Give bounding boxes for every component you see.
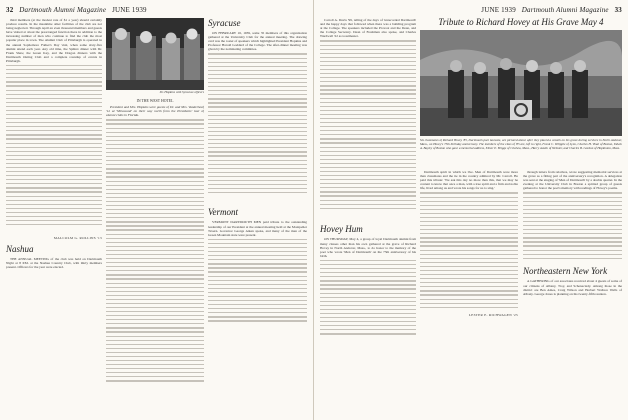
right-col3-text: through letters from relatives, wrote suggesting memorial services at the grave as a fitting part of the anniversary's recognition. A delegation was sent at the singing of 'Men of Dartmouth' by a double quartet. In the evening at the University Club in Boston a spirited group of guests gathered to honor the poet's memory with readings of Hovey's poems. (523, 170, 622, 191)
text-lines-1 (6, 65, 102, 235)
left-column-2 (106, 99, 204, 416)
hotel-heading: IN THE WEST HOTEL (136, 99, 174, 103)
right-col1-text: Carroll A. Davis '99, telling of the days of 'unrecorded Dartmouth' and the happy days that followed when there was a building program at the College. The speakers included the Provost and the Dean, and the College Secretary. Dean of Freshmen also spoke, and Charles Wardwell '22 as toastmaster. (320, 18, 416, 39)
text-lines-7 (420, 192, 518, 312)
right-col2-text: Dartmouth spirit in which we live. Men of Dartmouth were more than classmates and the tie in the country admired by Mr. Carroll. He paid this tribute: 'We ask this day no more than this, that we may be content to know that once a man, with a true spirit and a firm and noble life, lived among us and wrote his songs for us to sing.' (420, 170, 518, 191)
left-column-3 (208, 18, 307, 416)
hovey-heading: Hovey Hum (320, 224, 363, 235)
feature-caption: Six classmates of Richard Hovey '85, Dartmouth poet laureate, are pictured above after they placed a wreath on his grave during services in North Andover, Mass., on Hovey's 75th birthday anniversary. The members of the class of '85 are, left to right, Frank C. Whipple of Lynn, Charles H. Vinal of Boston, Edwin A. Bayley of Boston who gave a memorial address, Elmer E. Briggs of Chelsea, Mass., Harry Austin of Webster, and Charles B. Gordon of Hopkinton, Mass. (420, 139, 622, 150)
northeastern-ny-text: A GATHERING of our associates received about 4 guests of some of our citizens of Albany, Troy, and Schenectady. Among those in the district are Ben Ames, Craig Wilson and Herbert Wallace Wells of Albany. George Jones is planning on his twenty-fifth reunion. (523, 279, 622, 296)
right-column-2 (420, 170, 518, 416)
right-page (314, 0, 628, 420)
right-page-number: 33 (614, 6, 622, 14)
syracuse-text: ON FEBRUARY 16, 1939, some 35 members of this organization gathered at the University Club for the annual meeting. The drawing card was the roster of speakers which highlighted President Hopkins and Professor Harold Goddard of the College. The after-dinner meeting was given by the nominating committee. (208, 31, 307, 52)
left-column-1 (6, 18, 102, 416)
left-page-number: 32 (6, 6, 14, 14)
right-issue-date: JUNE 1939 (481, 6, 516, 14)
hovey-grave-photo (420, 30, 622, 136)
pittsburgh-signature: MALCOLM G. ROLLINS '13 (53, 236, 102, 241)
hovey-signature: LESTER E. RICHWAGEN '25 (468, 313, 518, 318)
vermont-heading: Vermont (208, 207, 238, 218)
feature-heading: Tribute to Richard Hovey at His Grave May 4 (438, 17, 604, 27)
syracuse-heading: Syracuse (208, 18, 241, 28)
northeastern-ny-heading: Northeastern New York (523, 266, 608, 277)
right-column-1 (320, 18, 416, 416)
right-magazine-title: Dartmouth Alumni Magazine (521, 6, 609, 14)
nashua-text: THE ANNUAL MEETING of the club was held on Dartmouth Night at 8 P.M. at the Nashua Country Club, with thirty members present. Officers for the year were elected. (6, 257, 102, 270)
right-column-3 (523, 170, 622, 416)
hotel-text: President and Mrs. Hopkins were guests of Dr. and Mrs. Vanderhoof '12 at 'Mirawood' on their way north from the Presidents' tour of alumni clubs in Florida. (106, 105, 204, 118)
left-issue-date: JUNE 1939 (112, 6, 147, 14)
text-lines-3 (208, 53, 307, 203)
text-lines-8 (523, 192, 622, 262)
syracuse-photo-caption: Dr. Hopkins with Syracuse officers (159, 91, 204, 94)
syracuse-photo (106, 18, 204, 90)
text-lines-2 (106, 119, 204, 399)
pittsburgh-text: third members (at the modest rate of $1 a year) should certainly produce results. In the meantime other facilities of the club are not being neglected. Through April an even thousand members and guests have visited at about the prearranged function there in addition to the increasing number of men who continue to find the club the most popular place in town. The Alumni Club of Pittsburgh is operated in the annual Sophomore Father's Day visit, when some sixty-five alumni attend each year. Any old time, the Sphinx dinner with Dr. Frank Shaw, the Green Key, and the Dragon dinners with the Dartmouth Outing Club and a complete roundup of events in Pittsburgh. (6, 18, 102, 63)
text-lines-6 (320, 260, 416, 340)
left-magazine-title: Dartmouth Alumni Magazine (19, 6, 107, 14)
left-running-head (6, 6, 147, 14)
hovey-text: ON THURSDAY, May 4, a group of loyal Dartmouth alumni from many classes other than his own gathered at the grave of Richard Hovey in North Andover, Mass., to do honor to the memory of the poet who wrote 'Men of Dartmouth' on the 75th anniversary of his birth. (320, 237, 416, 258)
nashua-heading: Nashua (6, 244, 34, 255)
vermont-text: VERMONT DARTMOUTH MEN paid tribute to the outstanding leadership of our President at the annual meeting held at the Montpelier Tavern. Governor George Aiken spoke, and many of the men of the Green Mountain state were present. (208, 220, 307, 237)
text-lines-5 (320, 40, 416, 220)
text-lines-4 (208, 239, 307, 329)
right-running-head (481, 6, 622, 14)
